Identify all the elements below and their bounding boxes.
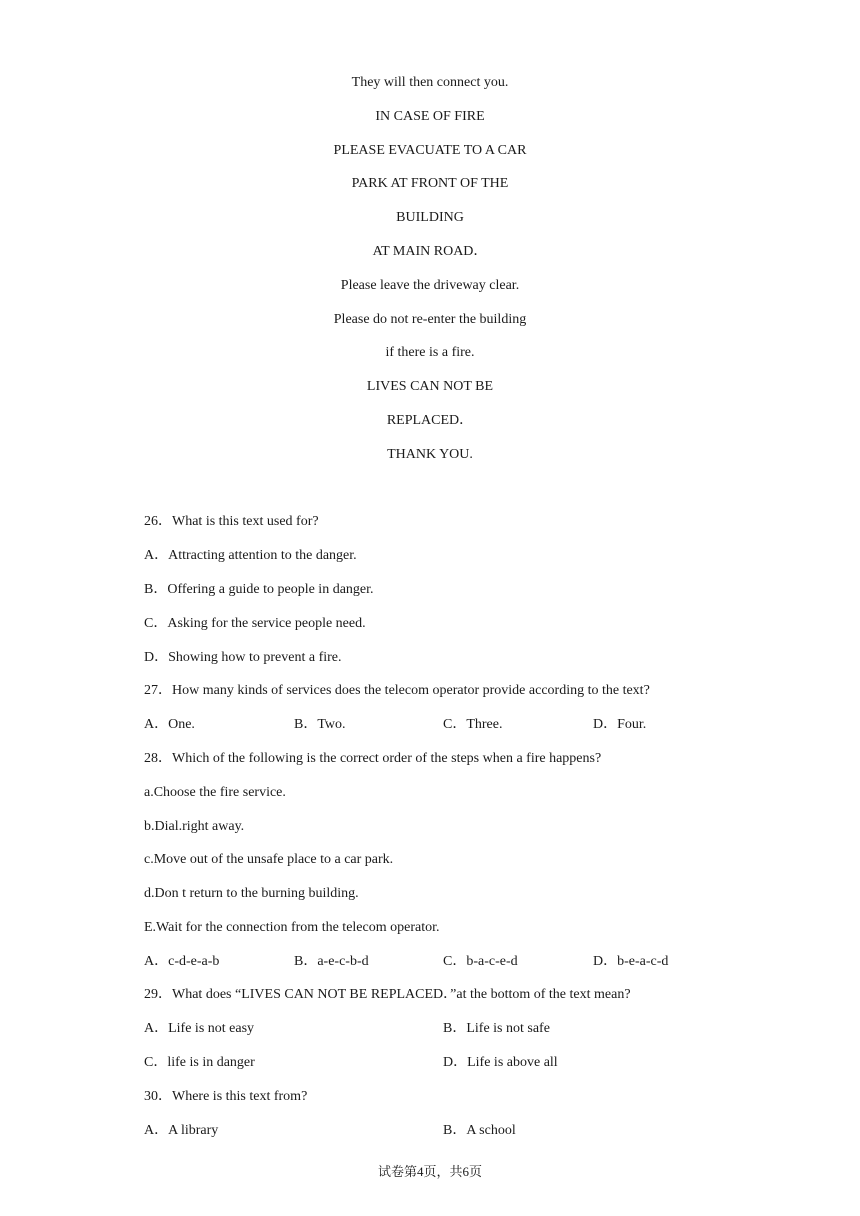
- question-28-step: a.Choose the fire service.: [144, 785, 286, 800]
- question-29-option-a[interactable]: A．Life is not easy: [144, 1021, 255, 1036]
- question-28-step: c.Move out of the unsafe place to a car park.: [144, 852, 394, 867]
- question-28-step: d.Don t return to the burning building.: [144, 886, 359, 901]
- notice-line: REPLACED．: [386, 413, 474, 428]
- question-27-option-b[interactable]: B．Two.: [294, 717, 346, 732]
- notice-line: AT MAIN ROAD．: [372, 244, 488, 259]
- question-29-option-d[interactable]: D．Life is above all: [443, 1055, 558, 1070]
- question-26-option-d[interactable]: D．Showing how to prevent a fire.: [144, 650, 342, 665]
- notice-line: BUILDING: [396, 210, 464, 225]
- notice-line: IN CASE OF FIRE: [375, 109, 485, 124]
- question-29-option-b[interactable]: B．Life is not safe: [443, 1021, 550, 1036]
- question-26-option-b[interactable]: B．Offering a guide to people in danger.: [144, 582, 374, 597]
- question-30-option-a[interactable]: A．A library: [144, 1123, 219, 1138]
- notice-line: They will then connect you.: [351, 75, 509, 90]
- question-29-stem: 29．What does “LIVES CAN NOT BE REPLACED．”at the bottom of the text mean?: [144, 987, 631, 1002]
- question-28-stem: 28．Which of the following is the correct order of the steps when a fire happens?: [144, 751, 602, 766]
- question-27-option-a[interactable]: A．One.: [144, 717, 195, 732]
- notice-line: LIVES CAN NOT BE: [366, 379, 494, 394]
- question-30-option-b[interactable]: B．A school: [443, 1123, 516, 1138]
- question-27-option-c[interactable]: C．Three.: [443, 717, 503, 732]
- question-28-step: b.Dial.right away.: [144, 819, 245, 834]
- question-28-option-c[interactable]: C．b-a-c-e-d: [443, 954, 518, 969]
- notice-line: if there is a fire.: [385, 345, 475, 360]
- notice-line: Please leave the driveway clear.: [340, 278, 520, 293]
- notice-line: THANK YOU.: [387, 447, 473, 462]
- question-28-option-d[interactable]: D．b-e-a-c-d: [593, 954, 669, 969]
- question-28-option-b[interactable]: B．a-e-c-b-d: [294, 954, 369, 969]
- question-29-option-c[interactable]: C．life is in danger: [144, 1055, 255, 1070]
- question-26-stem: 26．What is this text used for?: [144, 514, 319, 529]
- question-28-step: E.Wait for the connection from the telecom operator.: [144, 920, 440, 935]
- notice-line: PLEASE EVACUATE TO A CAR: [333, 143, 527, 158]
- question-26-option-c[interactable]: C．Asking for the service people need.: [144, 616, 366, 631]
- question-27-option-d[interactable]: D．Four.: [593, 717, 647, 732]
- notice-line: Please do not re-enter the building: [333, 312, 527, 327]
- question-27-stem: 27．How many kinds of services does the telecom operator provide according to the text?: [144, 683, 650, 698]
- question-28-option-a[interactable]: A．c-d-e-a-b: [144, 954, 220, 969]
- question-26-option-a[interactable]: A．Attracting attention to the danger.: [144, 548, 357, 563]
- question-30-stem: 30．Where is this text from?: [144, 1089, 308, 1104]
- notice-line: PARK AT FRONT OF THE: [351, 176, 509, 191]
- page-number-footer: 试卷第4页，共6页: [377, 1164, 482, 1179]
